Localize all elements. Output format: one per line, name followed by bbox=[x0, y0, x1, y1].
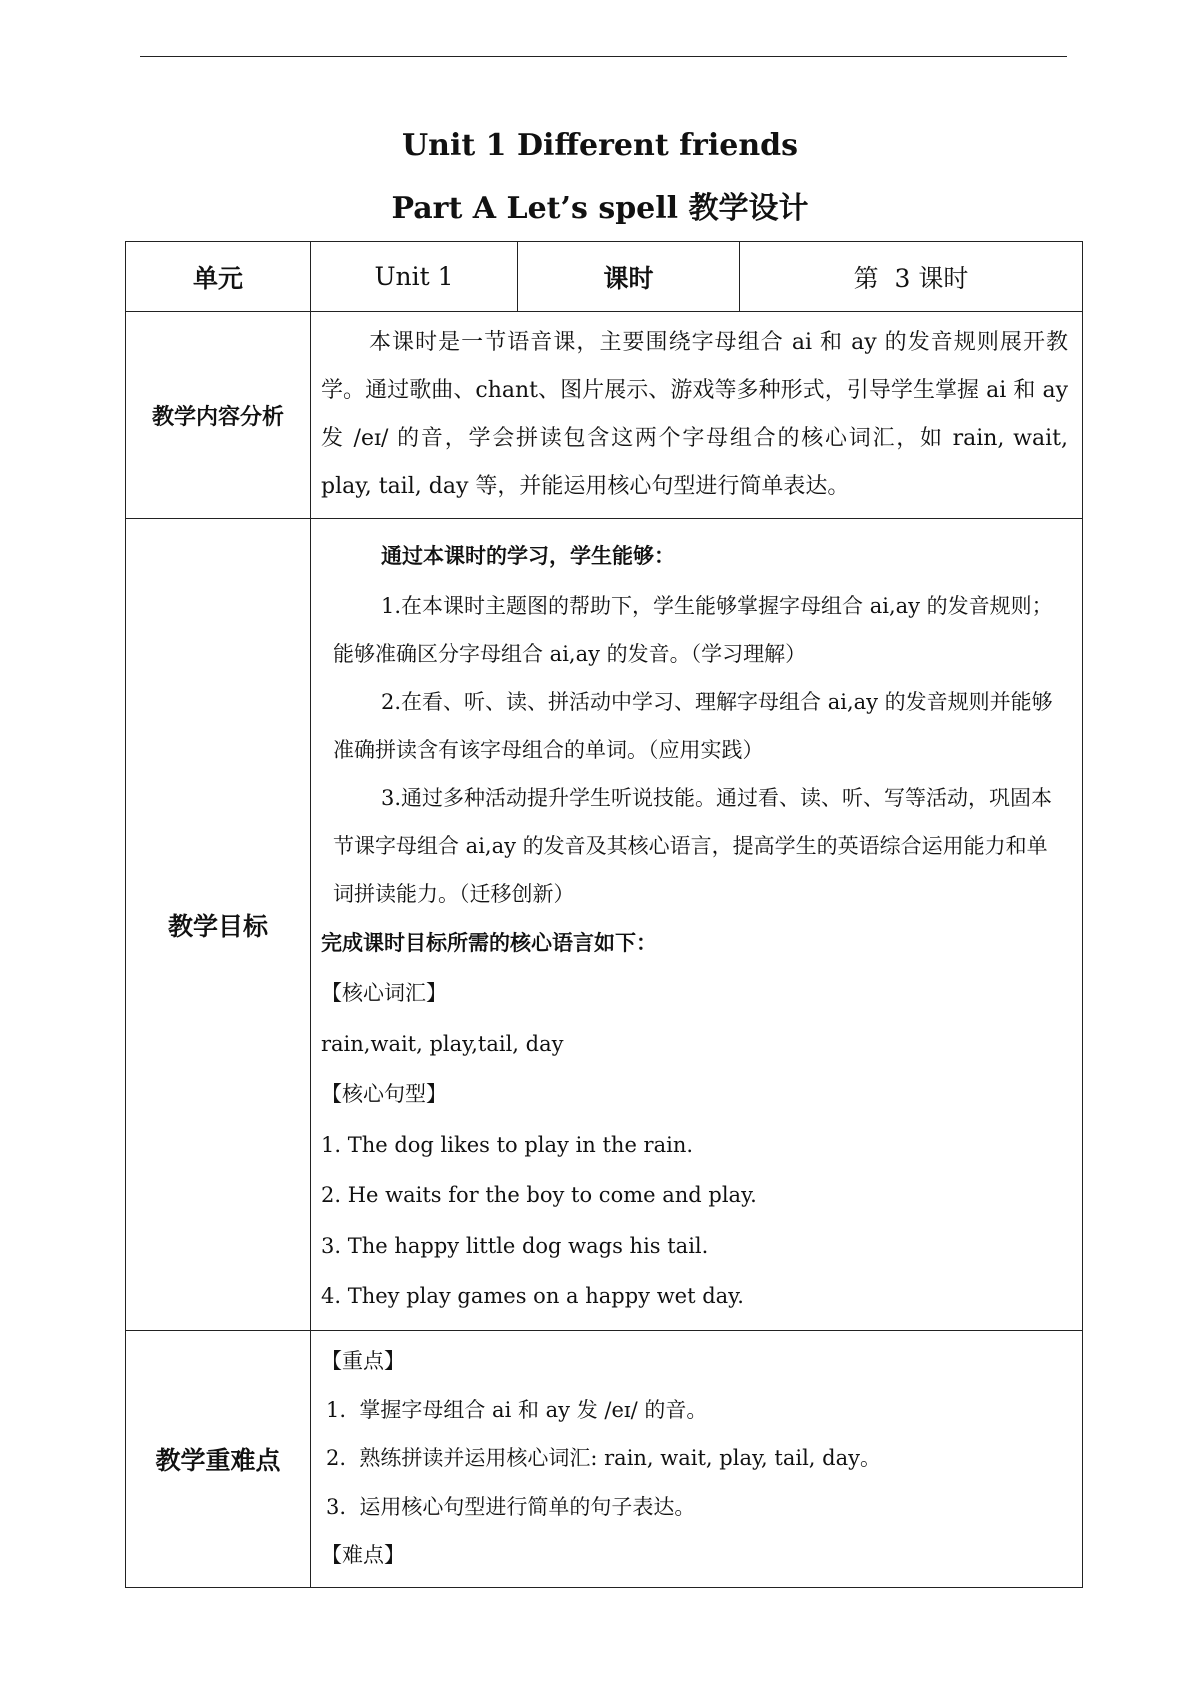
sentence-item: 3. The happy little dog wags his tail. bbox=[321, 1233, 709, 1258]
key-heading: 【重点】 bbox=[321, 1349, 405, 1373]
document-title: Unit 1 Different friends bbox=[402, 128, 798, 163]
content-analysis-row bbox=[126, 312, 1083, 519]
header-row bbox=[126, 242, 1083, 312]
key-item: 3. 运用核心句型进行简单的句子表达。 bbox=[326, 1494, 696, 1519]
key-points-cell bbox=[311, 1331, 1083, 1588]
vocab-heading: 【核心词汇】 bbox=[321, 981, 447, 1005]
objective-item: 1.在本课时主题图的帮助下，学生能够掌握字母组合 ai,ay 的发音规则；能够准确区分字母组合 ai,ay 的发音。（学习理解） bbox=[333, 593, 1053, 666]
key-points-row bbox=[126, 1331, 1083, 1588]
vocab-list: rain,wait, play,tail, day bbox=[321, 1031, 564, 1056]
objectives-label: 教学目标 bbox=[126, 519, 311, 1331]
unit-label-cell: 单元 bbox=[126, 242, 311, 312]
content-analysis-cell bbox=[311, 312, 1083, 519]
objectives-row bbox=[126, 519, 1083, 1331]
sentence-item: 4. They play games on a happy wet day. bbox=[321, 1284, 744, 1308]
core-language-intro: 完成课时目标所需的核心语言如下： bbox=[321, 929, 657, 955]
sentence-item: 1. The dog likes to play in the rain. bbox=[321, 1132, 694, 1157]
content-analysis-text: 本课时是一节语音课，主要围绕字母组合 ai 和 ay 的发音规则展开教学。通过歌曲、chant、图片展示、游戏等多种形式，引导学生掌握 ai 和 ay 发 /eɪ/ 的音，学会拼读包含这两个字母组合的核心词汇，如 rain, wait, play, tail, day 等，并能运用核心句型进行简单表达。 bbox=[321, 330, 1068, 499]
objectives-cell bbox=[311, 519, 1083, 1331]
period-label-cell: 课时 bbox=[518, 242, 740, 312]
sentence-item: 2. He waits for the boy to come and play. bbox=[321, 1183, 757, 1207]
objective-item: 3.通过多种活动提升学生听说技能。通过看、读、听、写等活动，巩固本节课字母组合 ai,ay 的发音及其核心语言，提高学生的英语综合运用能力和单词拼读能力。（迁移创新） bbox=[333, 785, 1053, 906]
header-rule bbox=[140, 56, 1067, 57]
unit-value-cell: Unit 1 bbox=[311, 242, 518, 312]
content-analysis-label: 教学内容分析 bbox=[126, 312, 311, 519]
period-value-cell: 第 3 课时 bbox=[740, 242, 1083, 312]
lesson-plan-table bbox=[125, 241, 1083, 1588]
key-item: 1. 掌握字母组合 ai 和 ay 发 /eɪ/ 的音。 bbox=[326, 1397, 708, 1422]
objectives-intro: 通过本课时的学习，学生能够： bbox=[381, 543, 675, 568]
key-item: 2. 熟练拼读并运用核心词汇: rain, wait, play, tail, day。 bbox=[326, 1446, 881, 1470]
sentence-heading: 【核心句型】 bbox=[321, 1082, 447, 1106]
key-points-label: 教学重难点 bbox=[126, 1331, 311, 1588]
objective-item: 2.在看、听、读、拼活动中学习、理解字母组合 ai,ay 的发音规则并能够准确拼读含有该字母组合的单词。（应用实践） bbox=[333, 689, 1053, 762]
difficulty-heading: 【难点】 bbox=[321, 1543, 405, 1567]
document-subtitle: Part A Let’s spell 教学设计 bbox=[391, 191, 809, 226]
